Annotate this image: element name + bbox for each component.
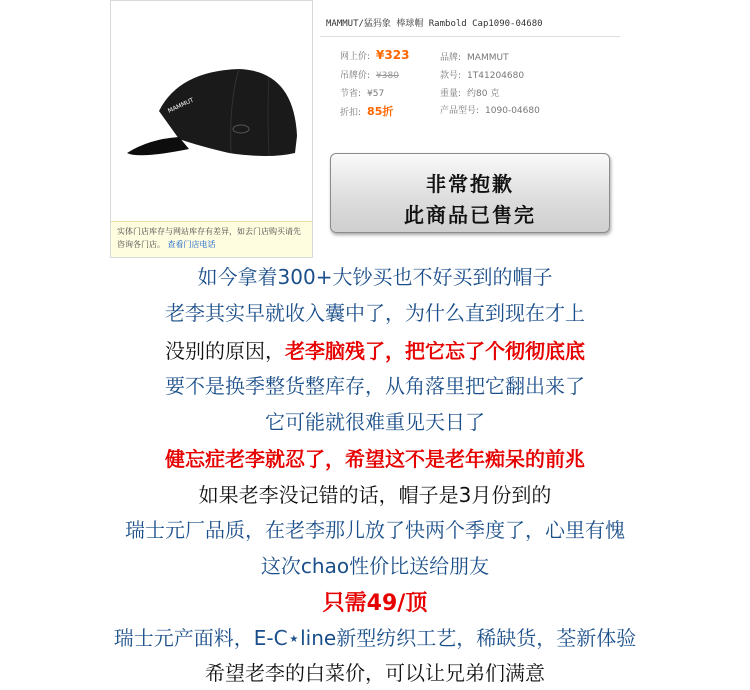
save-amount: ¥57 [367, 89, 385, 99]
tag-price: ¥380 [376, 71, 399, 81]
product-meta [320, 0, 620, 140]
text-line-7: 如果老李没记错的话，帽子是3月份到的 [198, 483, 552, 507]
store-note-text: 实体门店库存与网站库存有差异，如去门店购买请先咨询各门店。 [117, 227, 301, 249]
product-image-panel [110, 0, 313, 258]
product-title: MAMMUT/猛犸象 棒球帽 Rambold Cap1090-04680 [326, 19, 543, 28]
model-row: 产品型号: 1090-04680 [440, 106, 540, 116]
text-line-9: 这次chao性价比送给朋友 [260, 554, 490, 578]
text-line-2: 老李其实早就收入囊中了，为什么直到现在才上 [165, 301, 585, 325]
text-line-1: 如今拿着300+大钞买也不好买到的帽子 [197, 265, 553, 289]
weight-value: 约80 克 [467, 89, 500, 99]
tag-price-row: 吊牌价: ¥380 [340, 71, 399, 81]
save-row: 节省: ¥57 [340, 89, 385, 99]
soldout-line1: 非常抱歉 [426, 172, 514, 196]
text-line-5: 它可能就很难重见天日了 [265, 410, 485, 434]
online-price: ¥323 [376, 48, 410, 62]
brand-row: 品牌: MAMMUT [440, 53, 509, 63]
online-price-row: 网上价: ¥323 [340, 48, 410, 62]
text-line-6: 健忘症老李就忍了，希望这不是老年痴呆的前兆 [165, 447, 585, 471]
soldout-banner [330, 153, 610, 233]
store-stock-note [111, 221, 312, 257]
text-line-3 [0, 336, 750, 366]
cap-logo-text: MAMMUT [166, 96, 195, 115]
code-row: 款号: 1T41204680 [440, 71, 525, 81]
brand-value: MAMMUT [467, 53, 509, 63]
text-line-8: 瑞士元厂品质，在老李那儿放了快两个季度了，心里有愧 [125, 518, 625, 542]
store-phone-link[interactable]: 查看门店电话 [167, 240, 216, 249]
discount-value: 85折 [367, 105, 394, 118]
text-line-3b: 老李脑残了，把它忘了个彻彻底底 [285, 339, 585, 363]
code-value: 1T41204680 [467, 71, 525, 81]
text-line-4: 要不是换季整货整库存，从角落里把它翻出来了 [165, 374, 585, 398]
price-line: 只需49/顶 [322, 591, 428, 616]
text-line-12: 希望老李的白菜价，可以让兄弟们满意 [205, 661, 545, 685]
weight-row: 重量: 约80 克 [440, 89, 500, 99]
model-value: 1090-04680 [485, 106, 540, 116]
text-line-3a: 没别的原因， [165, 339, 285, 363]
text-line-11: 瑞士元产面料，E-C⋆line新型纺织工艺，稀缺货，荃新体验 [113, 626, 637, 650]
discount-row: 折扣: 85折 [340, 105, 394, 118]
cap-image [119, 41, 309, 181]
meta-divider [320, 36, 620, 37]
soldout-line2: 此商品已售完 [404, 203, 536, 227]
